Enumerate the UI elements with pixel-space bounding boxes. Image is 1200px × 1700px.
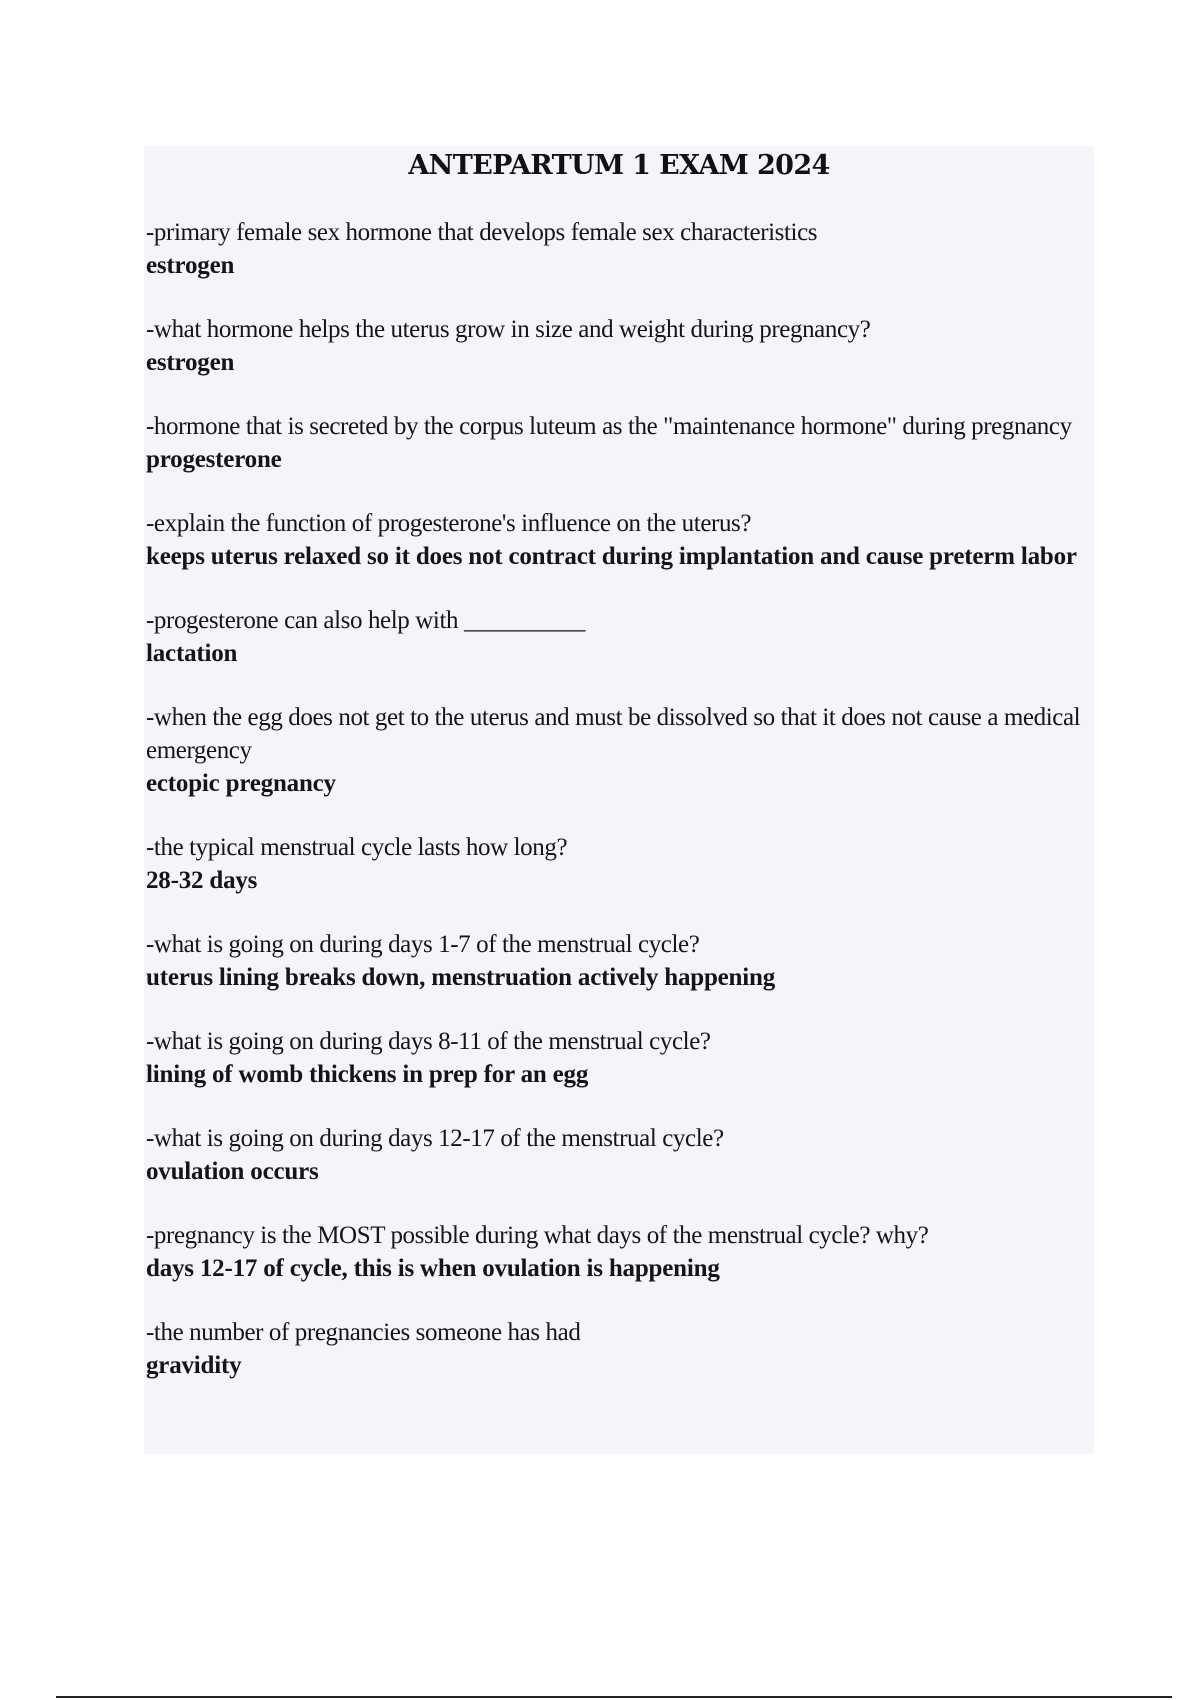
question-text: -progesterone can also help with __________ (146, 607, 585, 634)
qa-item (146, 216, 1086, 282)
question-text: -the typical menstrual cycle lasts how long? (146, 834, 568, 861)
qa-item (146, 928, 1086, 994)
question-text: -what is going on during days 12-17 of the menstrual cycle? (146, 1125, 724, 1152)
question-text: -what hormone helps the uterus grow in size and weight during pregnancy? (146, 316, 871, 343)
answer-text: lactation (146, 640, 238, 667)
qa-item (146, 410, 1086, 476)
qa-item (146, 1025, 1086, 1091)
question-text: -primary female sex hormone that develops female sex characteristics (146, 219, 818, 246)
qa-item (146, 1122, 1086, 1188)
question-text: -what is going on during days 8-11 of the menstrual cycle? (146, 1028, 711, 1055)
answer-text: estrogen (146, 252, 235, 279)
footer-divider (56, 1696, 1172, 1698)
answer-text: ovulation occurs (146, 1158, 319, 1185)
answer-text: days 12-17 of cycle, this is when ovulation is happening (146, 1255, 720, 1282)
question-text: -what is going on during days 1-7 of the menstrual cycle? (146, 931, 700, 958)
qa-item (146, 831, 1086, 897)
answer-text: gravidity (146, 1352, 242, 1379)
question-text: -pregnancy is the MOST possible during what days of the menstrual cycle? why? (146, 1222, 929, 1249)
qa-item (146, 507, 1086, 573)
qa-item (146, 1316, 1086, 1382)
answer-text: keeps uterus relaxed so it does not contract during implantation and cause preterm labor (146, 543, 1077, 570)
answer-text: lining of womb thickens in prep for an egg (146, 1061, 589, 1088)
qa-item (146, 1219, 1086, 1285)
answer-text: 28-32 days (146, 867, 258, 894)
answer-text: progesterone (146, 446, 282, 473)
qa-item (146, 701, 1086, 800)
answer-text: uterus lining breaks down, menstruation actively happening (146, 964, 776, 991)
question-text: -hormone that is secreted by the corpus luteum as the "maintenance hormone" during pregnancy (146, 413, 1072, 440)
question-text: -the number of pregnancies someone has had (146, 1319, 581, 1346)
question-text: -when the egg does not get to the uterus and must be dissolved so that it does not cause a medical emergency (146, 704, 1081, 764)
answer-text: estrogen (146, 349, 235, 376)
qa-item (146, 313, 1086, 379)
answer-text: ectopic pregnancy (146, 770, 336, 797)
question-text: -explain the function of progesterone's influence on the uterus? (146, 510, 752, 537)
qa-list (146, 216, 1086, 1413)
qa-item (146, 604, 1086, 670)
document-title: ANTEPARTUM 1 EXAM 2024 (408, 150, 830, 181)
